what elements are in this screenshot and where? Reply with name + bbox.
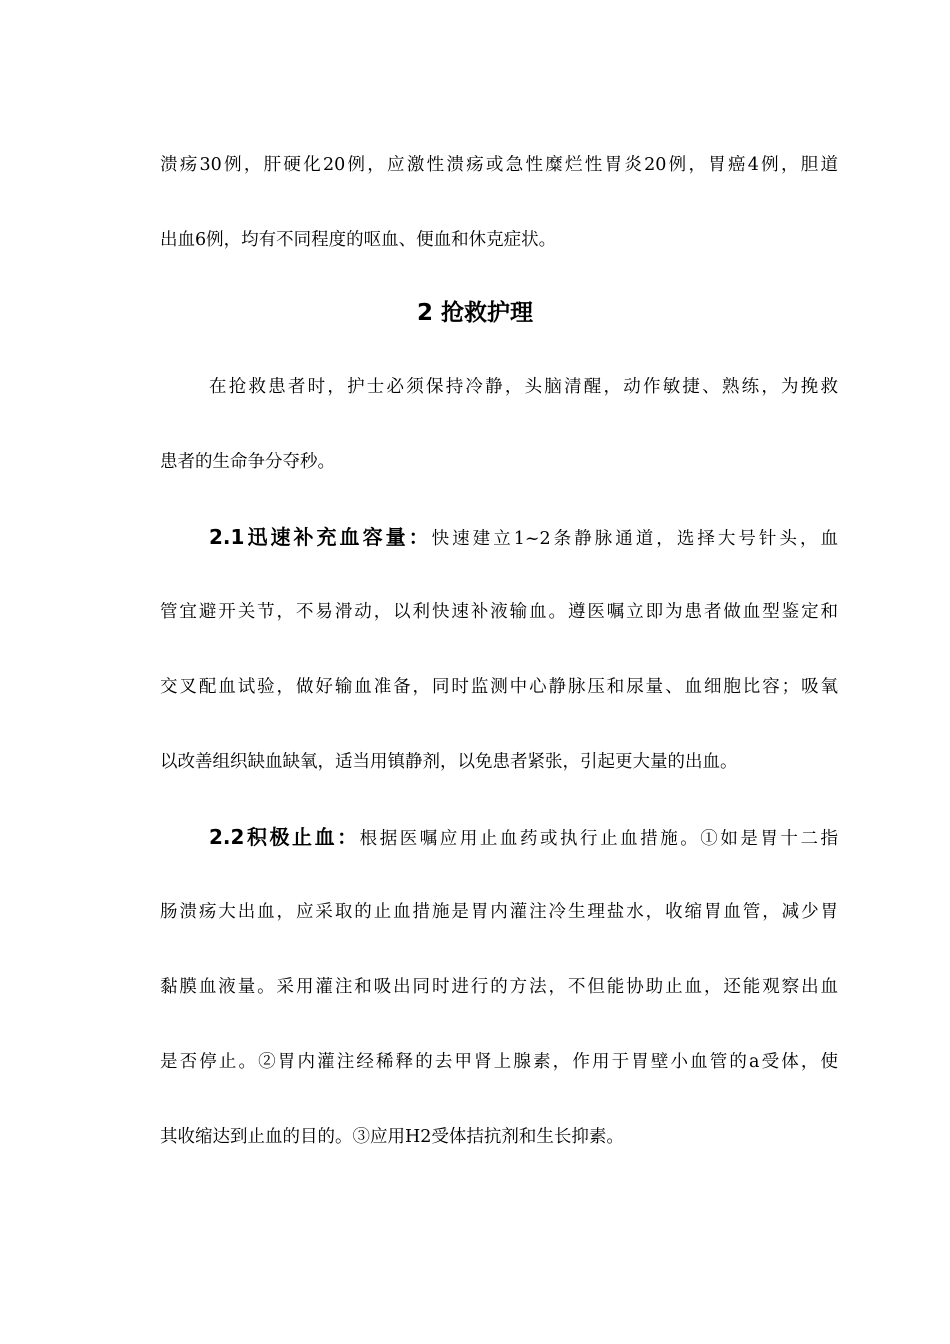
paragraph-line: 交叉配血试验，做好输血准备，同时监测中心静脉压和尿量、血细胞比容；吸氧 (160, 677, 838, 697)
paragraph-line: 肠溃疡大出血，应采取的止血措施是胃内灌注冷生理盐水，收缩胃血管，减少胃 (160, 902, 838, 922)
subsection-text: 根据医嘱应用止血药或执行止血措施。①如是胃十二指 (359, 829, 838, 849)
subsection-heading: 2.2积极止血： (209, 825, 360, 849)
paragraph-line: 在抢救患者时，护士必须保持冷静，头脑清醒，动作敏捷、熟练，为挽救 (209, 377, 838, 397)
subsection-heading: 2.1迅速补充血容量： (209, 525, 432, 549)
paragraph-line: 其收缩达到止血的目的。③应用H2受体拮抗剂和生长抑素。 (160, 1127, 624, 1147)
paragraph-line: 出血6例，均有不同程度的呕血、便血和休克症状。 (160, 230, 557, 250)
paragraph-line: 管宜避开关节，不易滑动，以利快速补液输血。遵医嘱立即为患者做血型鉴定和 (160, 602, 838, 622)
paragraph-line: 患者的生命争分夺秒。 (160, 452, 335, 472)
paragraph-line: 黏膜血液量。采用灌注和吸出同时进行的方法，不但能协助止血，还能观察出血 (160, 977, 838, 997)
subsection-first-line (209, 822, 838, 852)
subsection-text: 快速建立1~2条静脉通道，选择大号针头，血 (431, 529, 838, 549)
paragraph-line: 以改善组织缺血缺氧，适当用镇静剂，以免患者紧张，引起更大量的出血。 (160, 752, 738, 772)
paragraph-line: 溃疡30例，肝硬化20例，应激性溃疡或急性糜烂性胃炎20例，胃癌4例，胆道 (160, 155, 838, 175)
paragraph-line: 是否停止。②胃内灌注经稀释的去甲肾上腺素，作用于胃壁小血管的a受体，使 (160, 1052, 838, 1072)
subsection-first-line (209, 522, 838, 552)
section-title: 2 抢救护理 (416, 300, 533, 326)
